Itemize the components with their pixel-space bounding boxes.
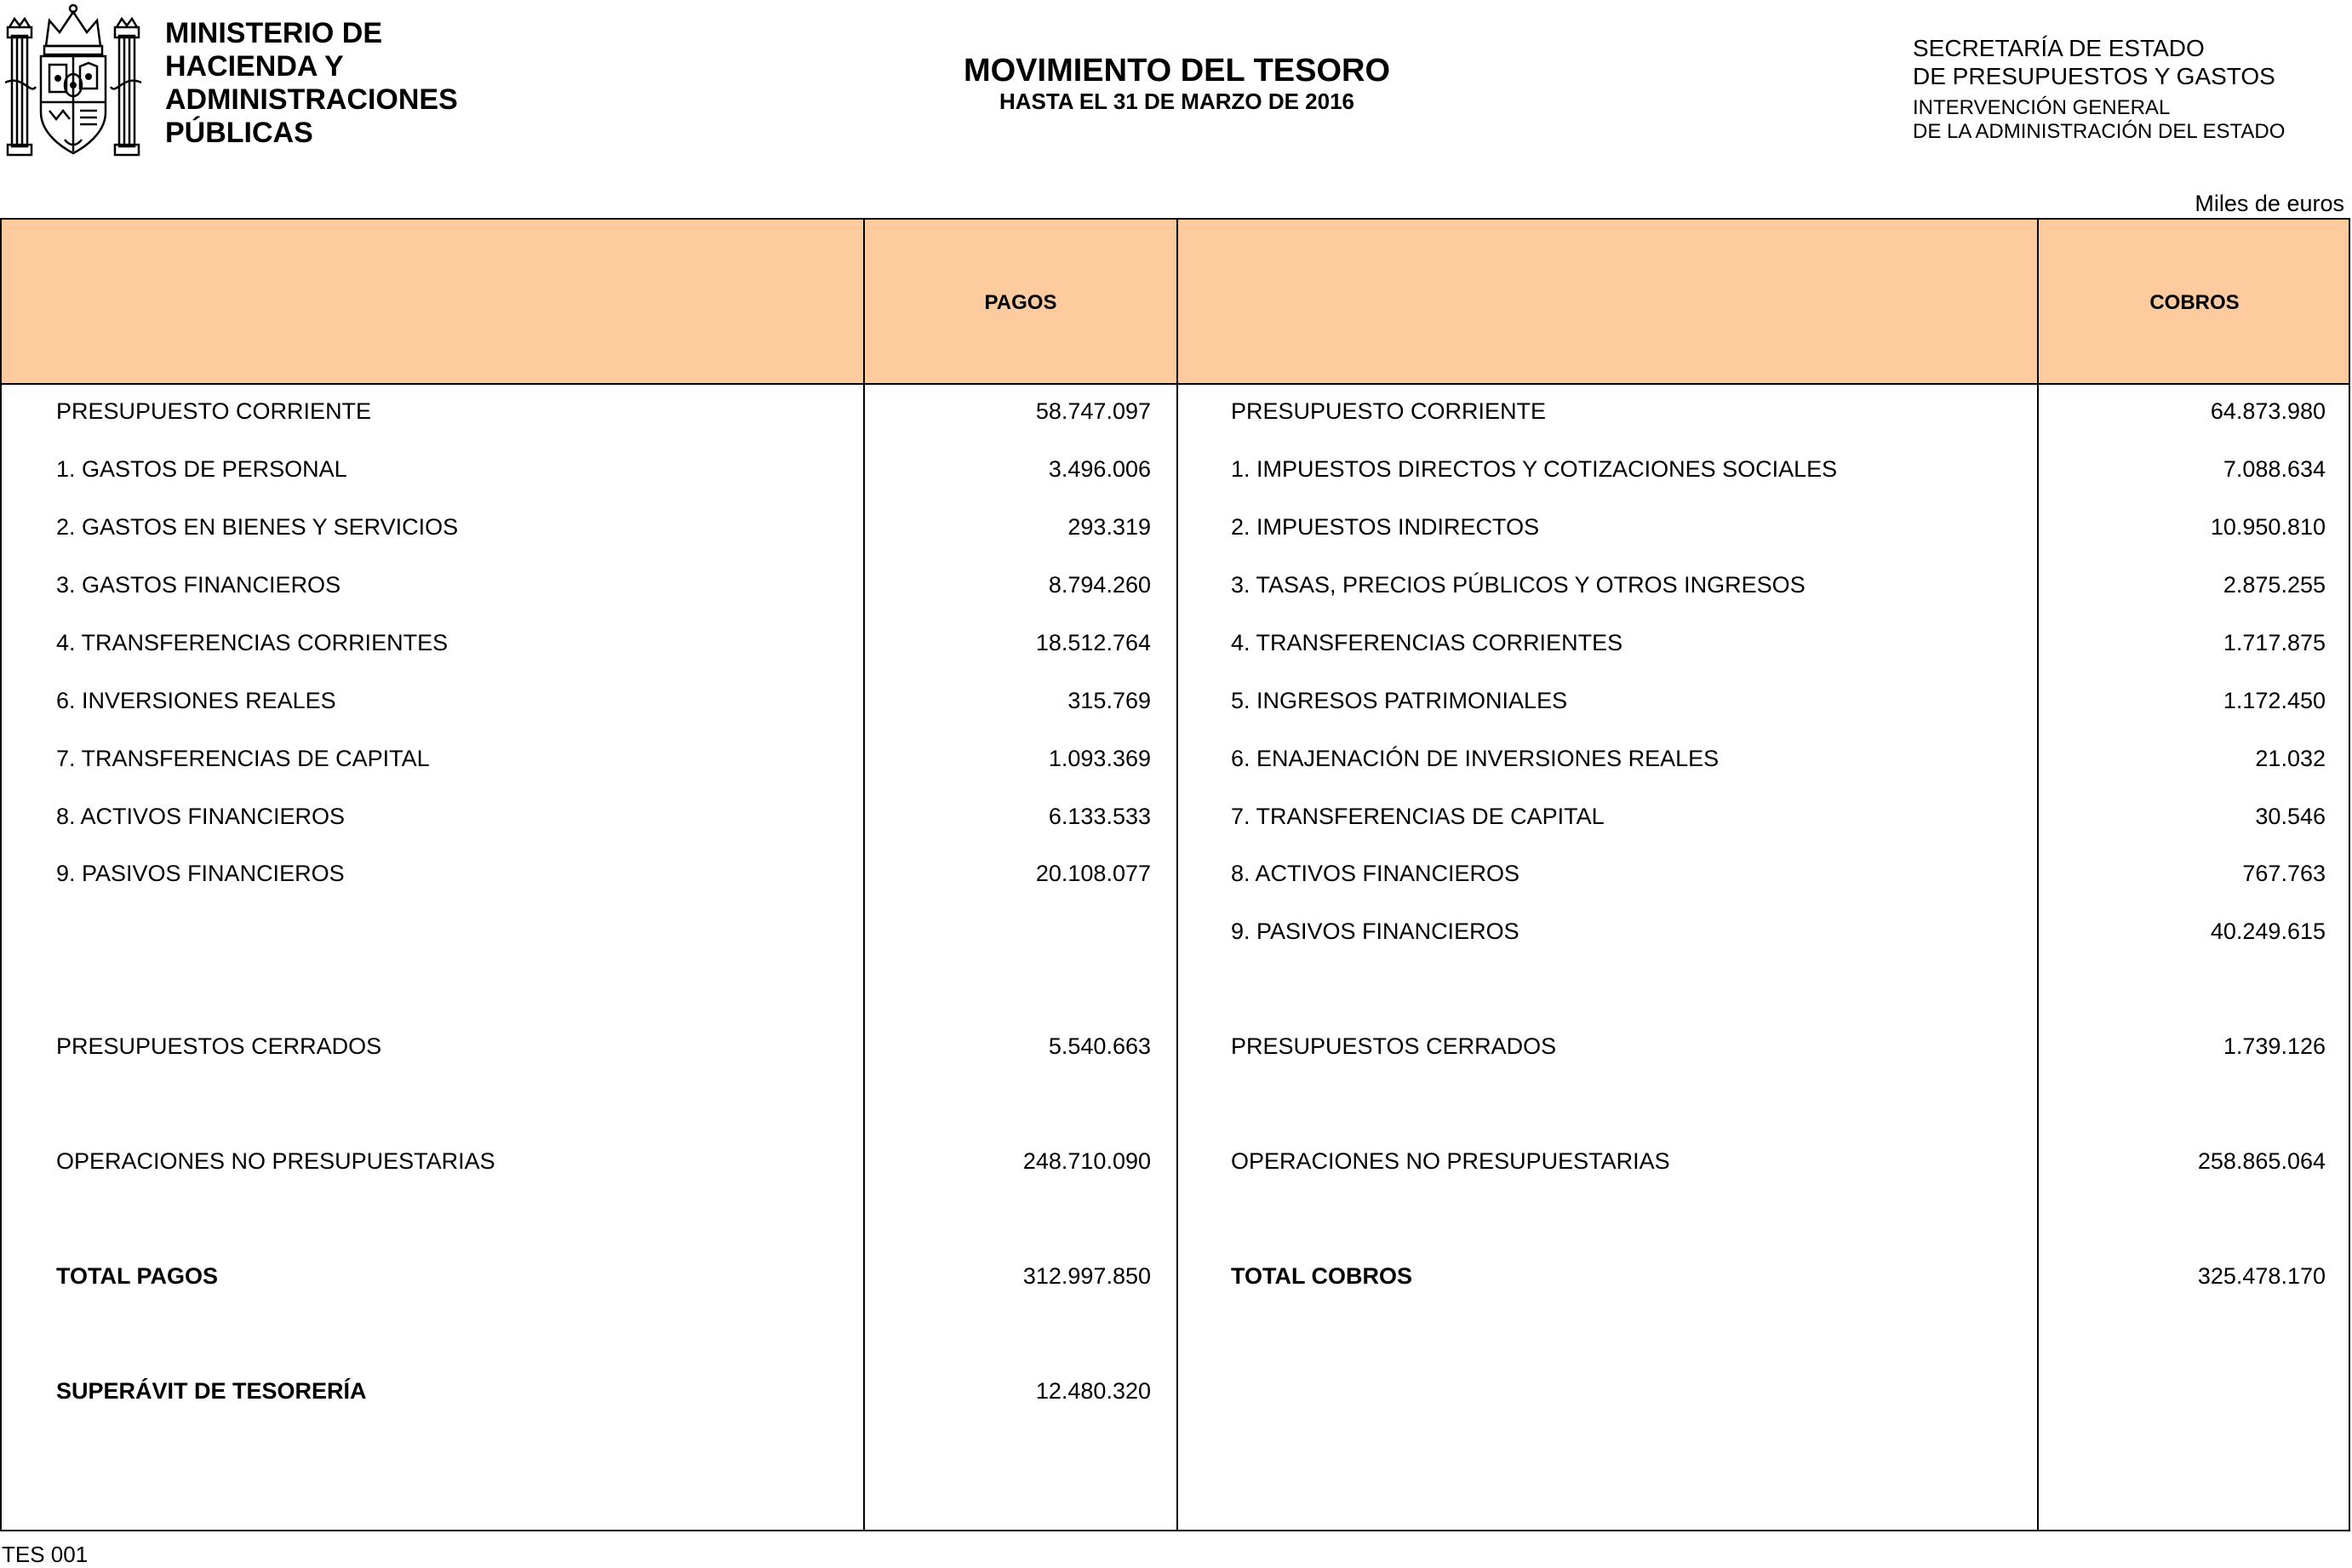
ministry-line: PÚBLICAS: [165, 117, 313, 149]
cobros-value: 30.546: [2255, 804, 2326, 829]
cobros-value: 40.249.615: [2210, 918, 2326, 944]
pagos-label: PRESUPUESTOS CERRADOS: [56, 1033, 382, 1059]
pagos-label: 6. INVERSIONES REALES: [56, 688, 336, 713]
ministry-name: [165, 17, 458, 150]
cobros-label: TOTAL COBROS: [1231, 1263, 1413, 1289]
title-block: [851, 53, 1502, 114]
units-label: Miles de euros: [2195, 191, 2344, 216]
pagos-value: 312.997.850: [1022, 1263, 1151, 1289]
ministry-line: MINISTERIO DE: [165, 17, 383, 49]
pagos-value: 12.480.320: [1035, 1378, 1151, 1404]
secretaria-line: DE PRESUPUESTOS Y GASTOS: [1913, 63, 2275, 89]
cobros-label: OPERACIONES NO PRESUPUESTARIAS: [1231, 1148, 1670, 1174]
pagos-label: TOTAL PAGOS: [56, 1263, 219, 1289]
pagos-label: OPERACIONES NO PRESUPUESTARIAS: [56, 1148, 495, 1174]
cobros-label: 2. IMPUESTOS INDIRECTOS: [1231, 514, 1540, 540]
cobros-value: 258.865.064: [2197, 1148, 2326, 1174]
cobros-value: 21.032: [2255, 746, 2326, 771]
ministry-line: HACIENDA Y: [165, 50, 344, 83]
pagos-value: 8.794.260: [1048, 572, 1151, 598]
cobros-label: PRESUPUESTO CORRIENTE: [1231, 398, 1547, 424]
pagos-label: 8. ACTIVOS FINANCIEROS: [56, 804, 346, 829]
pagos-label: SUPERÁVIT DE TESORERÍA: [56, 1378, 367, 1404]
intervencion-block: [1913, 96, 2285, 144]
pagos-header: PAGOS: [984, 291, 1057, 314]
intervencion-line: DE LA ADMINISTRACIÓN DEL ESTADO: [1913, 120, 2286, 143]
cobros-value: 7.088.634: [2223, 456, 2326, 482]
pagos-label: 7. TRANSFERENCIAS DE CAPITAL: [56, 746, 430, 771]
pagos-label: 1. GASTOS DE PERSONAL: [56, 456, 347, 482]
page-header: [0, 0, 2352, 183]
cobros-label: 9. PASIVOS FINANCIEROS: [1231, 918, 1519, 944]
column-divider: [1176, 220, 1178, 1530]
pagos-label: 9. PASIVOS FINANCIEROS: [56, 861, 345, 886]
cobros-value: 1.172.450: [2223, 688, 2326, 713]
pagos-label: 4. TRANSFERENCIAS CORRIENTES: [56, 630, 449, 655]
pagos-label: 3. GASTOS FINANCIEROS: [56, 572, 341, 598]
pagos-value: 20.108.077: [1035, 861, 1151, 886]
cobros-label: 5. INGRESOS PATRIMONIALES: [1231, 688, 1568, 713]
cobros-value: 767.763: [2242, 861, 2326, 886]
cobros-label: 3. TASAS, PRECIOS PÚBLICOS Y OTROS INGRESOS: [1231, 572, 1805, 598]
secretaria-block: [1913, 34, 2285, 144]
page-title: MOVIMIENTO DEL TESORO: [963, 53, 1391, 89]
cobros-value: 10.950.810: [2210, 514, 2326, 540]
pagos-value: 58.747.097: [1035, 398, 1151, 424]
treasury-table: [0, 218, 2350, 1531]
cobros-value: 64.873.980: [2210, 398, 2326, 424]
document-code: TES 001: [2, 1542, 89, 1567]
cobros-label: PRESUPUESTOS CERRADOS: [1231, 1033, 1557, 1059]
cobros-value: 2.875.255: [2223, 572, 2326, 598]
pagos-value: 6.133.533: [1048, 804, 1151, 829]
cobros-value: 1.739.126: [2223, 1033, 2326, 1059]
coat-of-arms-icon: [5, 2, 141, 162]
pagos-value: 315.769: [1067, 688, 1151, 713]
cobros-value: 325.478.170: [2197, 1263, 2326, 1289]
intervencion-line: INTERVENCIÓN GENERAL: [1913, 96, 2171, 119]
pagos-value: 248.710.090: [1022, 1148, 1151, 1174]
cobros-label: 4. TRANSFERENCIAS CORRIENTES: [1231, 630, 1623, 655]
pagos-value: 18.512.764: [1035, 630, 1151, 655]
pagos-value: 5.540.663: [1048, 1033, 1151, 1059]
pagos-value: 1.093.369: [1048, 746, 1151, 771]
ministry-line: ADMINISTRACIONES: [165, 83, 458, 116]
pagos-label: PRESUPUESTO CORRIENTE: [56, 398, 372, 424]
cobros-label: 7. TRANSFERENCIAS DE CAPITAL: [1231, 804, 1605, 829]
pagos-value: 3.496.006: [1048, 456, 1151, 482]
pagos-value: 293.319: [1067, 514, 1151, 540]
page-subtitle: HASTA EL 31 DE MARZO DE 2016: [999, 89, 1355, 114]
cobros-header: COBROS: [2149, 291, 2240, 314]
cobros-label: 1. IMPUESTOS DIRECTOS Y COTIZACIONES SOCIALES: [1231, 456, 1838, 482]
cobros-value: 1.717.875: [2223, 630, 2326, 655]
cobros-label: 8. ACTIVOS FINANCIEROS: [1231, 861, 1520, 886]
secretaria-line: SECRETARÍA DE ESTADO: [1913, 35, 2205, 61]
pagos-label: 2. GASTOS EN BIENES Y SERVICIOS: [56, 514, 459, 540]
cobros-label: 6. ENAJENACIÓN DE INVERSIONES REALES: [1231, 746, 1720, 771]
